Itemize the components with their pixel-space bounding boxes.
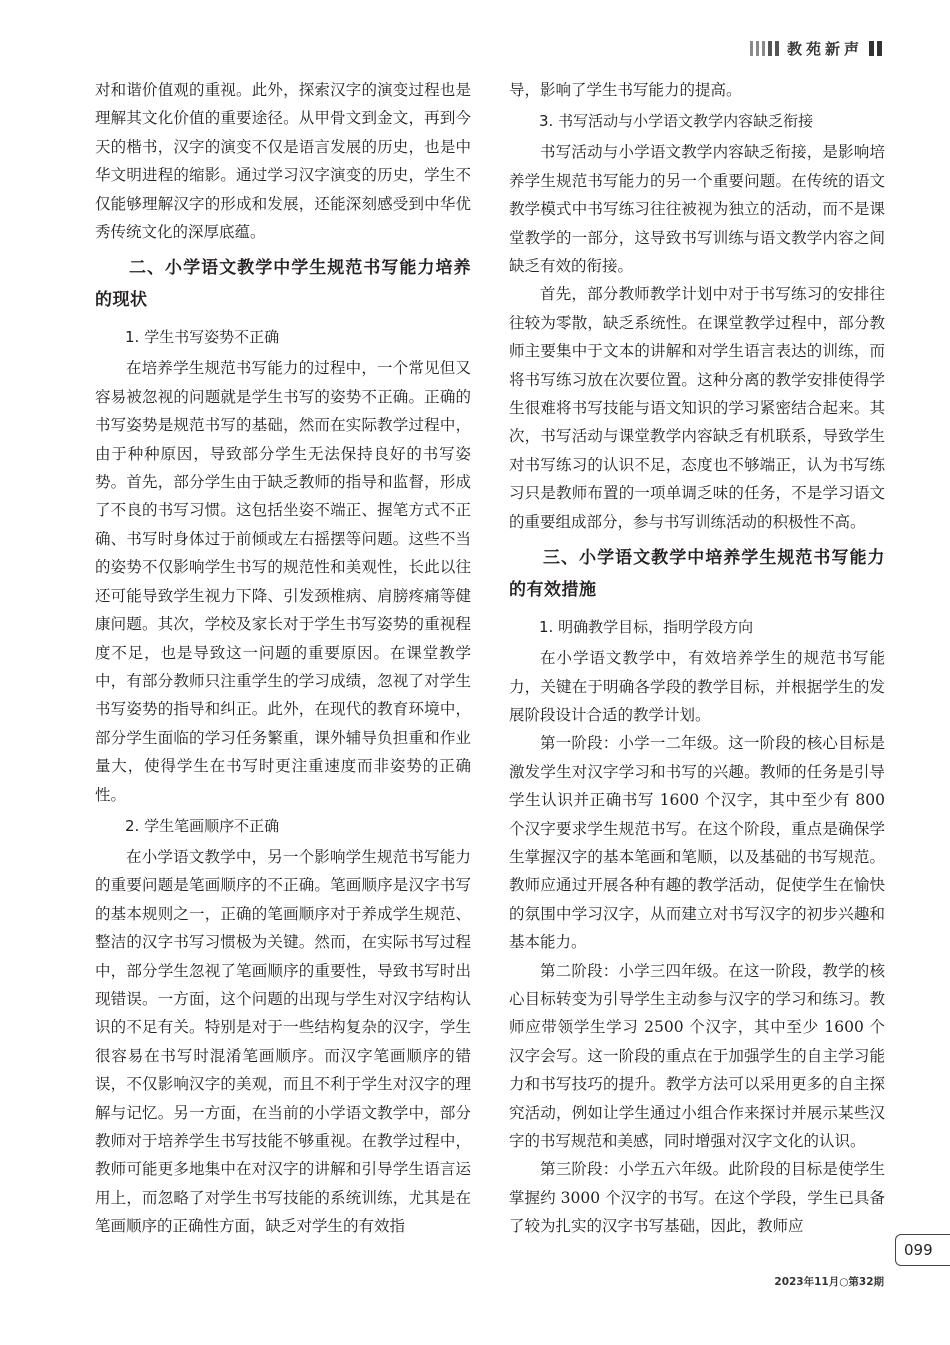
running-header <box>750 38 882 59</box>
paragraph: 对和谐价值观的重视。此外，探索汉字的演变过程也是理解其文化价值的重要途径。从甲骨文到金文，再到今天的楷书，汉字的演变不仅是语言发展的历史，也是中华文明进程的缩影。通过学习汉字演变的历史，学生不仅能够理解汉字的形成和发展，还能深刻感受到中华优秀传统文化的深厚底蕴。 <box>95 81 471 242</box>
paragraph: 导，影响了学生书写能力的提高。 <box>509 81 742 99</box>
paragraph: 书写活动与小学语文教学内容缺乏衔接，是影响培养学生规范书写能力的另一个重要问题。在传统的语文教学模式中书写练习往往被视为独立的活动，而不是课堂教学的一部分，这导致书写训练与语文教学内容之间缺乏有效的衔接。 <box>509 143 885 276</box>
left-column <box>95 76 471 1241</box>
subsection-heading: 1. 学生书写姿势不正确 <box>125 328 280 347</box>
right-column <box>509 76 885 1241</box>
paragraph: 在小学语文教学中，有效培养学生的规范书写能力，关键在于明确各学段的教学目标，并根据学生的发展阶段设计合适的教学计划。 <box>509 649 885 724</box>
page-number-tab <box>895 1234 950 1266</box>
paragraph: 首先，部分教师教学计划中对于书写练习的安排往往较为零散，缺乏系统性。在课堂教学过程中，部分教师主要集中于文本的讲解和对学生语言表达的训练，而将书写练习放在次要位置。这种分离的教学安排使得学生很难将书写技能与语文知识的学习紧密结合起来。其次，书写活动与课堂教学内容缺乏有机联系，导致学生对书写练习的认识不足，态度也不够端正，认为书写练习只是教师布置的一项单调乏味的任务，不是学习语文的重要组成部分，参与书写训练活动的积极性不高。 <box>509 285 885 531</box>
section-heading: 二、小学语文教学中学生规范书写能力培养的现状 <box>95 258 471 311</box>
paragraph: 第一阶段：小学一二年级。这一阶段的核心目标是激发学生对汉字学习和书写的兴趣。教师的任务是引导学生认识并正确书写 1600 个汉字，其中至少有 800 个汉字要求学生规范书写。在这个阶段，重点是确保学生掌握汉字的基本笔画和笔顺，以及基础的书写规范。教师应通过开展各种有趣的教学活动，促使学生在愉快的氛围中学习汉字，从而建立对书写汉字的初步兴趣和基本能力。 <box>509 734 885 952</box>
section-heading: 三、小学语文教学中培养学生规范书写能力的有效措施 <box>509 548 885 601</box>
paragraph: 在小学语文教学中，另一个影响学生规范书写能力的重要问题是笔画顺序的不正确。笔画顺序是汉字书写的基本规则之一，正确的笔画顺序对于养成学生规范、整洁的汉字书写习惯极为关键。然而，在实际书写过程中，部分学生忽视了笔画顺序的重要性，导致书写时出现错误。一方面，这个问题的出现与学生对汉字结构认识的不足有关。特别是对于一些结构复杂的汉字，学生很容易在书写时混淆笔画顺序。而汉字笔画顺序的错误，不仅影响汉字的美观，而且不利于学生对汉字的理解与记忆。另一方面，在当前的小学语文教学中，部分教师对于培养学生书写技能不够重视。在教学过程中，教师可能更多地集中在对汉字的讲解和引导学生语言运用上，而忽略了对学生书写技能的系统训练，尤其是在笔画顺序的正确性方面，缺乏对学生的有效指 <box>95 847 471 1236</box>
page-number: 099 <box>904 1241 933 1259</box>
paragraph: 第三阶段：小学五六年级。此阶段的目标是使学生掌握约 3000 个汉字的书写。在这个学段，学生已具备了较为扎实的汉字书写基础，因此，教师应 <box>509 1160 885 1236</box>
issue-info: 2023年11月○第32期 <box>774 1276 884 1288</box>
subsection-heading: 1. 明确教学目标，指明学段方向 <box>539 618 754 637</box>
paragraph: 第二阶段：小学三四年级。在这一阶段，教学的核心目标转变为引导学生主动参与汉字的学习和练习。教师应带领学生学习 2500 个汉字，其中至少 1600 个汉字会写。这一阶段的重点在于加强学生的自主学习能力和书写技巧的提升。教学方法可以采用更多的自主探究活动，例如让学生通过小组合作来探讨并展示某些汉字的书写规范和美感，同时增强对汉字文化的认识。 <box>509 961 885 1150</box>
subsection-heading: 2. 学生笔画顺序不正确 <box>125 816 280 835</box>
subsection-heading: 3. 书写活动与小学语文教学内容缺乏衔接 <box>539 112 814 131</box>
section-name: 教苑新声 <box>786 40 863 58</box>
paragraph: 在培养学生规范书写能力的过程中，一个常见但又容易被忽视的问题就是学生书写的姿势不正确。正确的书写姿势是规范书写的基础，然而在实际教学过程中，由于种种原因，导致部分学生无法保持良好的书写姿势。首先，部分学生由于缺乏教师的指导和监督，形成了不良的书写习惯。这包括坐姿不端正、握笔方式不正确、书写时身体过于前倾或左右摇摆等问题。这些不当的姿势不仅影响学生书写的规范性和美观性，长此以往还可能导致学生视力下降、引发颈椎病、肩膀疼痛等健康问题。其次，学校及家长对于学生书写姿势的重视程度不足，也是导致这一问题的重要原因。在课堂教学中，有部分教师只注重学生的学习成绩，忽视了对学生书写姿势的指导和纠正。此外，在现代的教育环境中，部分学生面临的学习任务繁重，课外辅导负担重和作业量大，使得学生在书写时更注重速度而非姿势的正确性。 <box>95 359 471 804</box>
header-end-bars <box>869 41 882 56</box>
header-decoration-bars <box>750 41 779 56</box>
